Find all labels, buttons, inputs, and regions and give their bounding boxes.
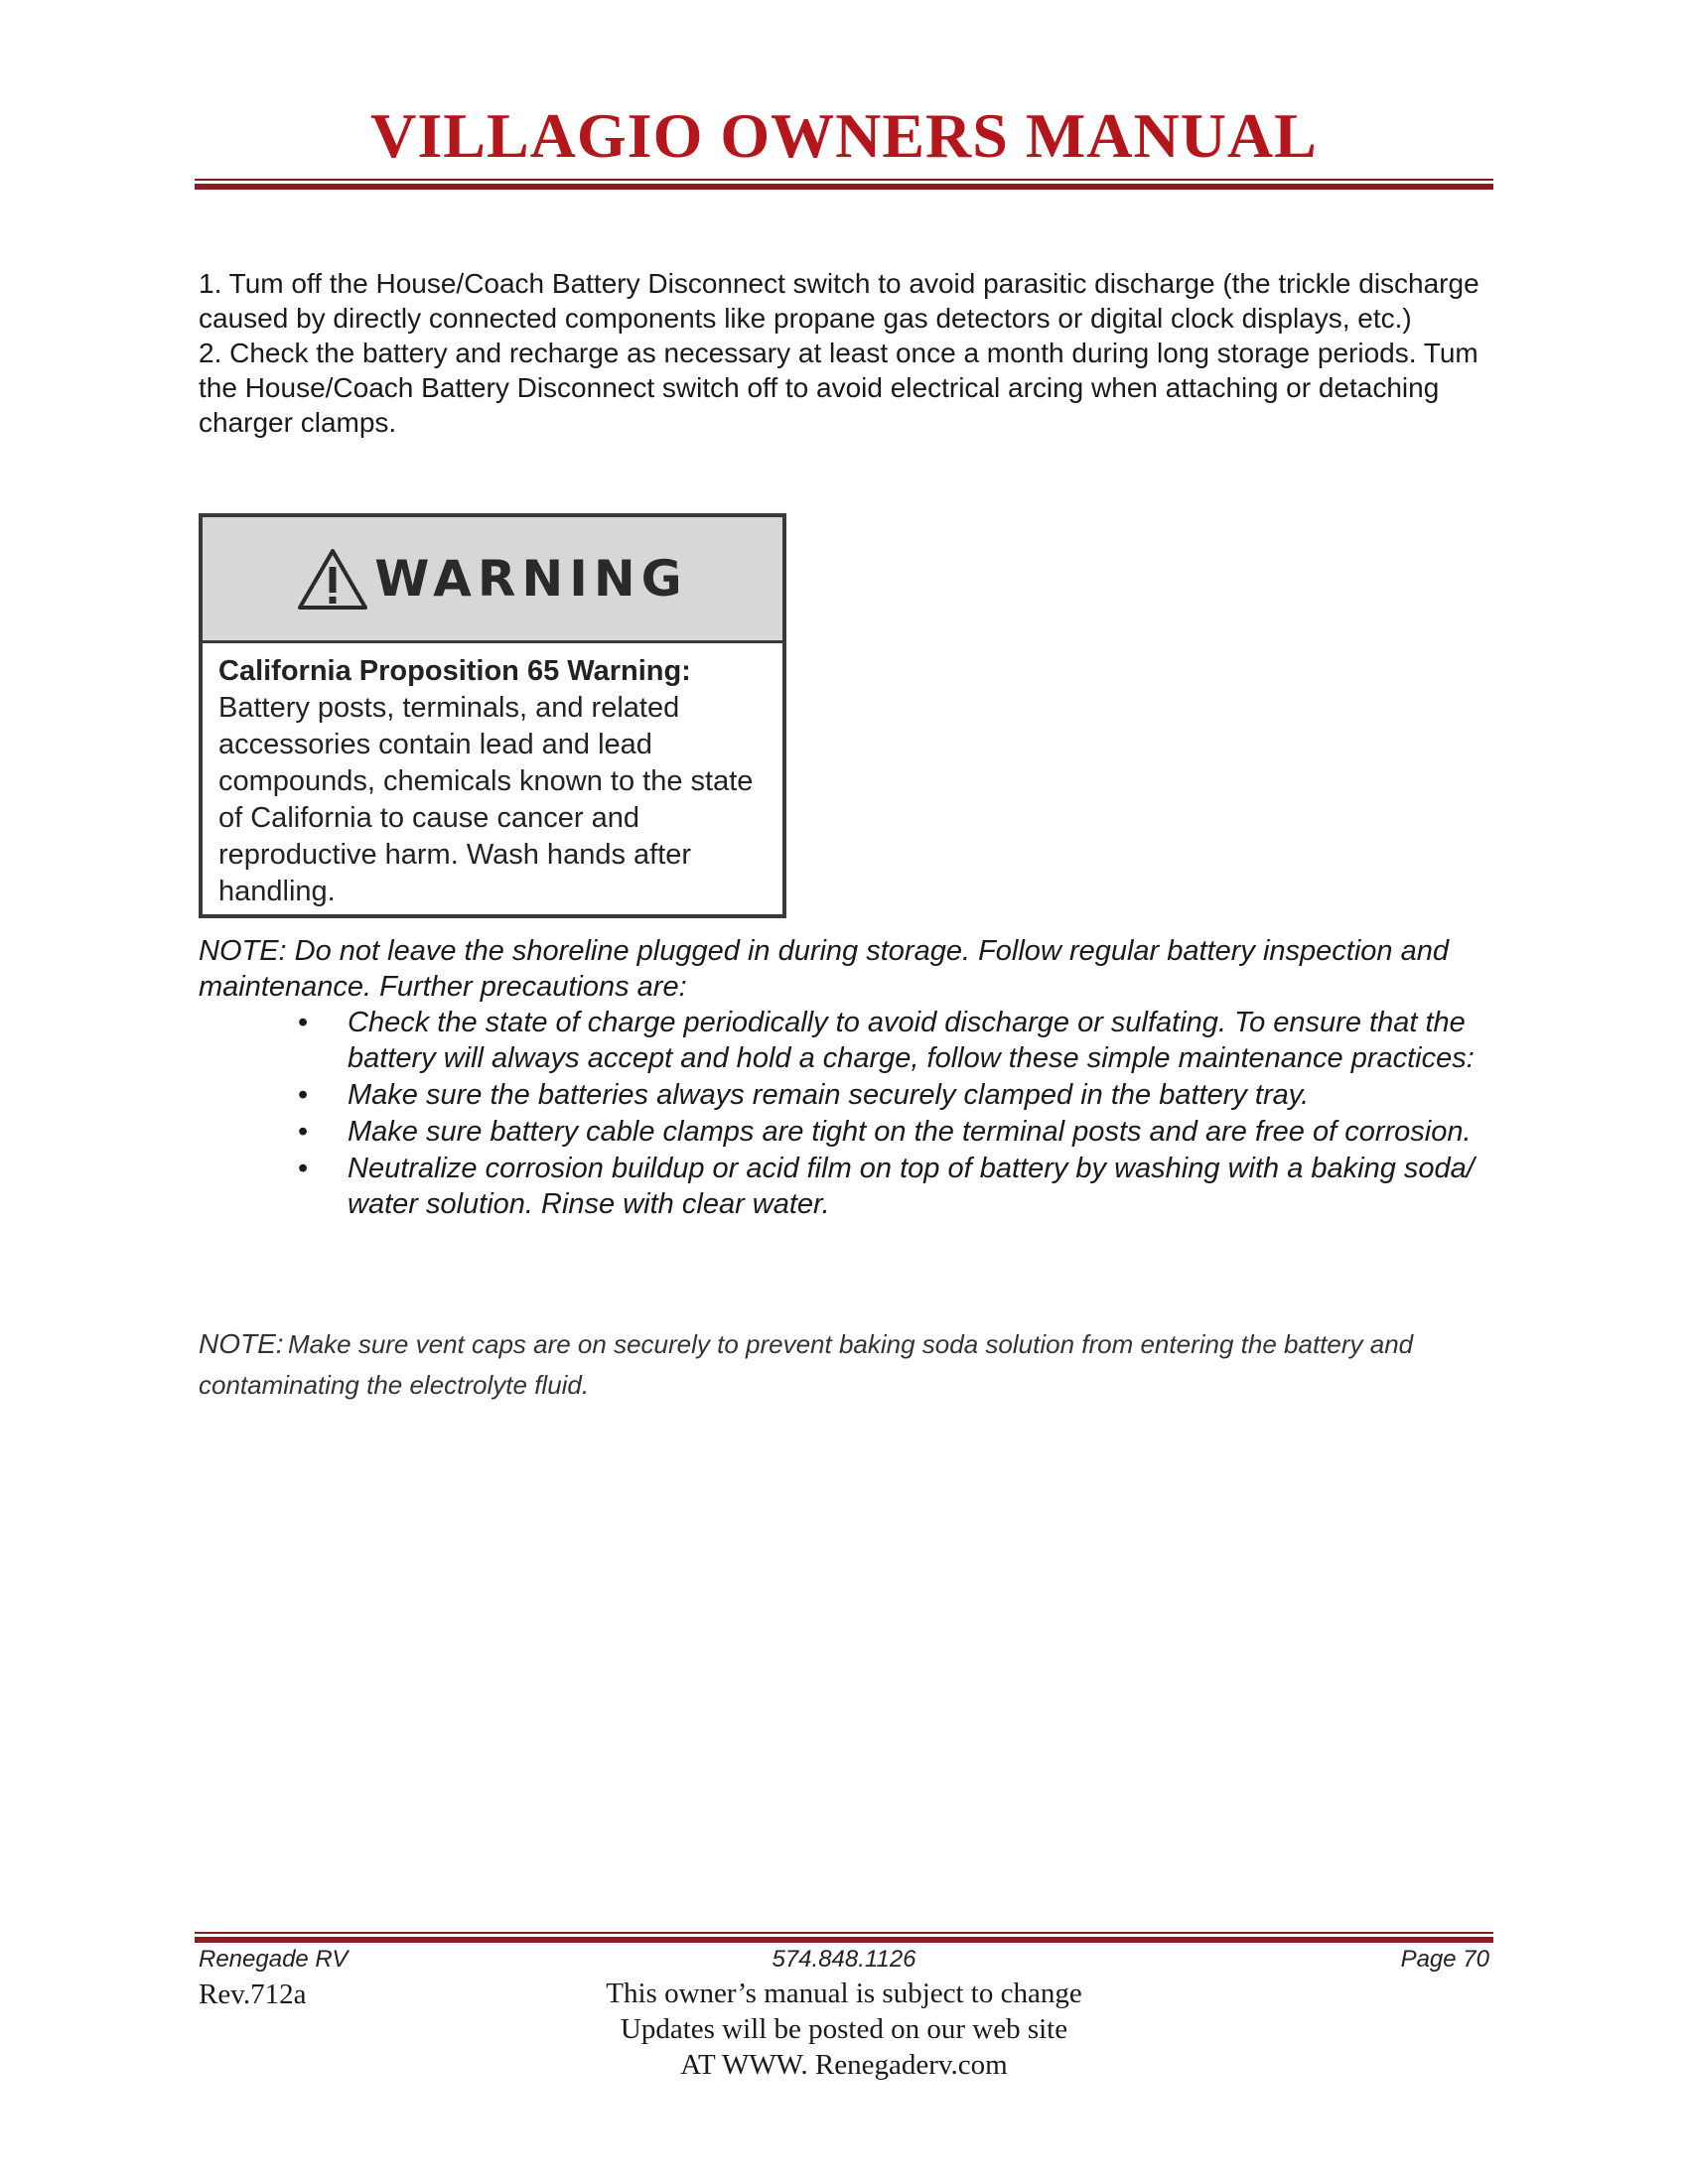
- footer-rule: [195, 1932, 1493, 1943]
- footer-company: Renegade RV: [199, 1946, 349, 1973]
- storage-steps: [199, 266, 1489, 440]
- precaution-text: Neutralize corrosion buildup or acid film on top of battery by washing with a baking soda/ water solution. Rinse with clear water.: [348, 1153, 1475, 1220]
- footer-phone: 574.848.1126: [772, 1946, 916, 1973]
- list-item: [199, 1151, 1499, 1222]
- bullet-icon: •: [298, 1079, 309, 1111]
- precautions-list: [199, 1005, 1499, 1223]
- warning-header: [203, 517, 782, 643]
- storage-note: NOTE: Do not leave the shoreline plugged in during storage. Follow regular battery inspection and maintenance. Further precautions are:: [199, 935, 1450, 1003]
- list-item: [199, 1077, 1499, 1113]
- note-lead: NOTE:: [199, 1328, 284, 1359]
- list-item: [199, 1005, 1499, 1076]
- disclaimer-line: Updates will be posted on our web site: [620, 2013, 1068, 2045]
- warning-heading: California Proposition 65 Warning:: [218, 655, 691, 687]
- note-text: Make sure vent caps are on securely to prevent baking soda solution from entering the battery and contaminating the electrolyte fluid.: [199, 1329, 1414, 1400]
- vent-cap-note: [199, 1326, 1489, 1408]
- step-2: 2. Check the battery and recharge as necessary at least once a month during long storage periods. Tum the House/Coach Battery Disconnect switch off to avoid electrical arcing when attaching or detaching charger clamps.: [199, 338, 1478, 438]
- disclaimer-line: AT WWW. Renegaderv.com: [680, 2049, 1008, 2081]
- bullet-icon: •: [298, 1007, 309, 1038]
- warning-text: Battery posts, terminals, and related accessories contain lead and lead compounds, chemicals known to the state of California to cause cancer and reproductive harm. Wash hands after handling.: [218, 692, 754, 907]
- revision: Rev.712a: [199, 1979, 307, 2010]
- list-item: [199, 1114, 1499, 1150]
- footer-disclaimer: [0, 1976, 1688, 2083]
- warning-box: [199, 513, 786, 918]
- precaution-text: Check the state of charge periodically to avoid discharge or sulfating. To ensure that the battery will always accept and hold a charge, follow these simple maintenance practices:: [348, 1007, 1475, 1074]
- page-title: VILLAGIO OWNERS MANUAL: [370, 100, 1318, 171]
- warning-label: WARNING: [374, 550, 688, 608]
- bullet-icon: •: [298, 1116, 309, 1148]
- step-1: 1. Tum off the House/Coach Battery Disconnect switch to avoid parasitic discharge (the trickle discharge caused by directly connected components like propane gas detectors or digital clock displays, etc.): [199, 268, 1479, 334]
- page-number: Page 70: [1400, 1946, 1489, 1973]
- bullet-icon: •: [298, 1153, 309, 1184]
- warning-body: [203, 643, 782, 910]
- precaution-text: Make sure battery cable clamps are tight on the terminal posts and are free of corrosion.: [348, 1116, 1472, 1148]
- footer: [199, 1946, 1489, 1979]
- disclaimer-line: This owner’s manual is subject to change: [606, 1978, 1082, 2009]
- header-rule: [195, 179, 1493, 190]
- precaution-text: Make sure the batteries always remain securely clamped in the battery tray.: [348, 1079, 1310, 1111]
- warning-triangle-icon: [297, 547, 368, 611]
